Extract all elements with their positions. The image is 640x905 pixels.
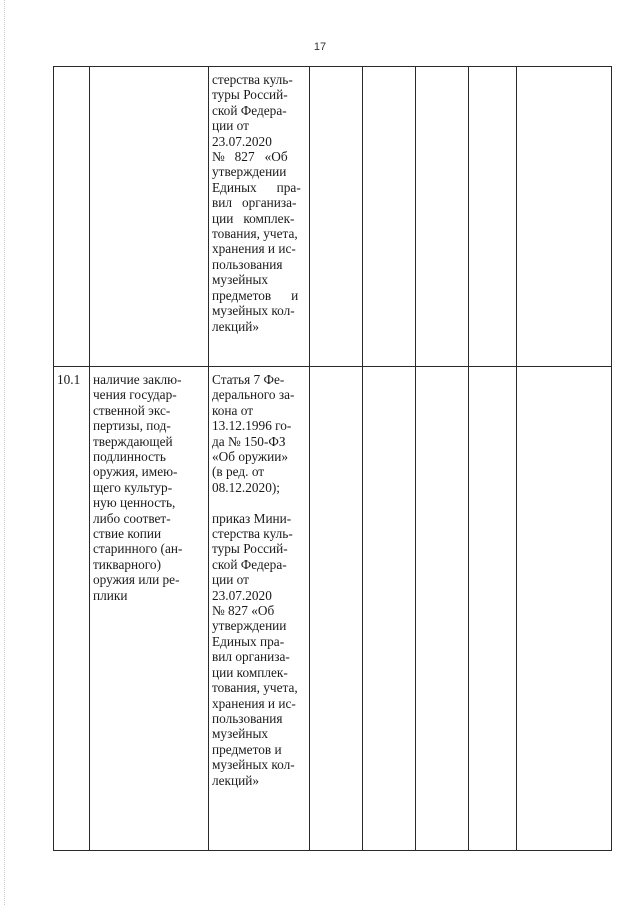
text-line: оружия или ре- — [93, 572, 180, 588]
legal-basis-cell — [209, 67, 310, 367]
text-line: 23.07.2020 — [212, 133, 272, 149]
text-line: музейных кол- — [212, 303, 295, 319]
text-line: подлинность — [93, 449, 166, 465]
text-line: ции комплек- — [212, 210, 295, 226]
empty-cell — [416, 367, 469, 851]
text-line: утверждении — [212, 618, 287, 634]
text-line: музейных кол- — [212, 757, 295, 773]
text-line: ции от — [212, 572, 249, 588]
text-line: Единых пра- — [212, 633, 285, 649]
legal-basis-cell — [209, 367, 310, 851]
empty-cell — [363, 367, 416, 851]
text-line: ственной экс- — [93, 402, 171, 418]
table-row-continuation — [54, 67, 612, 367]
text-line: вил организа- — [212, 195, 297, 211]
text-line: дерального за- — [212, 387, 295, 403]
text-line: предметов и — [212, 741, 282, 757]
document-table — [53, 66, 612, 851]
text-line: пользования — [212, 256, 283, 272]
text-line: музейных — [212, 726, 269, 742]
requirement-cell — [90, 367, 209, 851]
text-line: ции от — [212, 118, 249, 134]
page-number: 17 — [313, 41, 327, 53]
text-line: пертизы, под- — [93, 418, 171, 434]
text-line: ской Федера- — [212, 556, 287, 572]
text-line: щего культур- — [93, 479, 173, 495]
text-line: утверждении — [212, 164, 287, 180]
text-line: ную ценность, — [93, 495, 176, 511]
empty-cell — [310, 67, 363, 367]
empty-cell — [310, 367, 363, 851]
text-line: чения государ- — [93, 387, 177, 403]
empty-cell — [517, 367, 612, 851]
text-line: ствие копии — [93, 526, 162, 542]
blank-line — [212, 495, 306, 510]
text-line: тикварного) — [93, 556, 162, 572]
text-line: 08.12.2020); — [212, 479, 280, 495]
text-line: Статья 7 Фе- — [212, 372, 285, 387]
empty-cell — [469, 67, 517, 367]
empty-cell — [363, 67, 416, 367]
text-line: туры Россий- — [212, 541, 288, 557]
text-line: плики — [93, 587, 128, 603]
text-line: 13.12.1996 го- — [212, 418, 292, 434]
text-line: приказ Мини- — [212, 510, 292, 526]
empty-cell — [469, 367, 517, 851]
text-line: да № 150-ФЗ — [212, 433, 286, 449]
text-line: тования, учета, — [212, 226, 298, 242]
text-line: ции комплек- — [212, 664, 288, 680]
requirement-cell — [90, 67, 209, 367]
text-line: хранения и ис- — [212, 241, 296, 257]
text-line: «Об оружии» — [212, 449, 289, 465]
text-line: вил организа- — [212, 649, 290, 665]
text-line: кона от — [212, 402, 254, 418]
empty-cell — [416, 67, 469, 367]
text-line: № 827 «Об — [212, 149, 288, 165]
text-line: либо соответ- — [93, 510, 171, 526]
row-number-cell: 10.1 — [54, 367, 90, 851]
text-line: пользования — [212, 710, 283, 726]
text-line: (в ред. от — [212, 464, 265, 480]
text-line: туры Россий- — [212, 87, 288, 103]
table-row-10-1 — [54, 367, 612, 851]
text-line: 23.07.2020 — [212, 587, 272, 603]
text-line: тверждающей — [93, 433, 173, 449]
text-line: оружия, имею- — [93, 464, 178, 480]
text-line: хранения и ис- — [212, 695, 296, 711]
text-line: стерства куль- — [212, 526, 293, 542]
text-line: лекций» — [212, 318, 259, 334]
text-line: ской Федера- — [212, 102, 287, 118]
text-line: лекций» — [212, 772, 259, 788]
text-line: Единых пра- — [212, 179, 301, 195]
text-line: стерства куль- — [212, 72, 293, 87]
text-line: предметов и — [212, 287, 299, 303]
empty-cell — [517, 67, 612, 367]
text-line: тования, учета, — [212, 680, 298, 696]
text-line: старинного (ан- — [93, 541, 183, 557]
scan-edge — [4, 0, 6, 905]
text-line: № 827 «Об — [212, 603, 275, 619]
text-line: музейных — [212, 272, 269, 288]
row-number-cell — [54, 67, 90, 367]
text-line: наличие заклю- — [93, 372, 182, 387]
